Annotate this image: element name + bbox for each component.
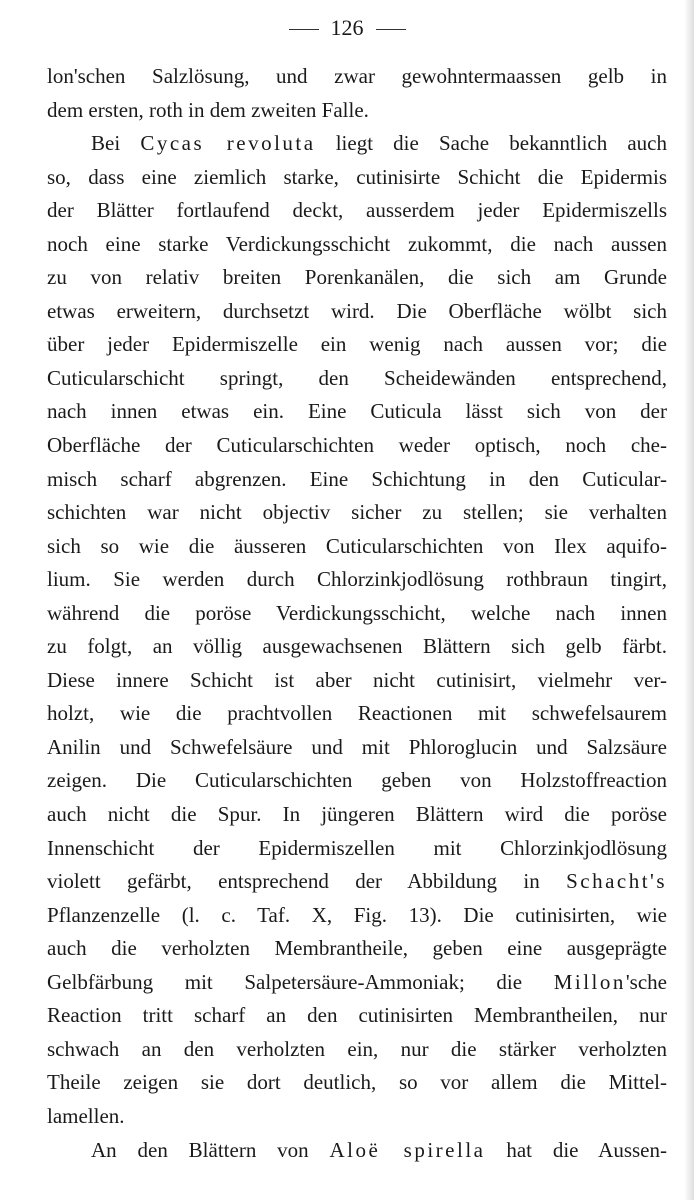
page-header xyxy=(0,14,694,42)
author-name: Millon xyxy=(553,969,626,994)
text-line: so, dass eine ziemlich starke, cutinisirte Schicht die Epidermis xyxy=(47,164,667,189)
text-line: während die poröse Verdickungsschicht, welche nach innen xyxy=(47,600,667,625)
text-line: Innenschicht der Epidermiszellen mit Chlorzinkjodlösung xyxy=(47,835,667,860)
author-name: Schacht's xyxy=(566,869,667,894)
text-line: nach innen etwas ein. Eine Cuticula lässt sich von der xyxy=(47,399,667,424)
page-edge-shadow xyxy=(684,0,694,1200)
text-line: lium. Sie werden durch Chlorzinkjodlösung rothbraun tingirt, xyxy=(47,567,667,592)
text-line: der Blätter fortlaufend deckt, ausserdem jeder Epidermiszells xyxy=(47,198,667,223)
text-line: Oberfläche der Cuticularschichten weder optisch, noch che- xyxy=(47,433,667,458)
text-line: zeigen. Die Cuticularschichten geben von Holzstoffreaction xyxy=(47,768,667,793)
species-name: Aloë spirella xyxy=(329,1137,486,1162)
text-line: Diese innere Schicht ist aber nicht cutinisirt, vielmehr ver- xyxy=(47,667,667,692)
text-line: An den Blättern von Aloë spirella hat die Aussen- xyxy=(91,1137,667,1162)
text-line: lon'schen Salzlösung, und zwar gewohntermaassen gelb in xyxy=(47,64,667,88)
text-line: Gelbfärbung mit Salpetersäure-Ammoniak; die Millon'sche xyxy=(47,969,667,994)
text-line: noch eine starke Verdickungsschicht zukommt, die nach aussen xyxy=(47,231,667,256)
text-line: violett gefärbt, entsprechend der Abbildung in Schacht's xyxy=(47,869,667,894)
text-line: Pflanzenzelle (l. c. Taf. X, Fig. 13). Die cutinisirten, wie xyxy=(47,902,667,927)
text-line: zu von relativ breiten Porenkanälen, die sich am Grunde xyxy=(47,265,667,290)
text-line: auch nicht die Spur. In jüngeren Blättern wird die poröse xyxy=(47,802,667,827)
text-line: über jeder Epidermiszelle ein wenig nach aussen vor; die xyxy=(47,332,667,357)
text-line: schichten war nicht objectiv sicher zu stellen; sie verhalten xyxy=(47,500,667,525)
header-dash-left xyxy=(289,29,319,30)
text-line: schwach an den verholzten ein, nur die stärker verholzten xyxy=(47,1036,667,1061)
text-line: Theile zeigen sie dort deutlich, so vor allem die Mittel- xyxy=(47,1070,667,1095)
body-text xyxy=(47,60,667,1167)
text-line: auch die verholzten Membrantheile, geben eine ausgeprägte xyxy=(47,936,667,961)
text-line: Bei Cycas revoluta liegt die Sache bekanntlich auch xyxy=(91,131,667,156)
text-line: Cuticularschicht springt, den Scheidewänden entsprechend, xyxy=(47,365,667,390)
text-line: holzt, wie die prachtvollen Reactionen mit schwefelsaurem xyxy=(47,701,667,726)
page-number: 126 xyxy=(330,15,364,40)
header-dash-right xyxy=(376,29,406,30)
text-line: Reaction tritt scharf an den cutinisirten Membrantheilen, nur xyxy=(47,1003,667,1028)
text-line: misch scharf abgrenzen. Eine Schichtung in den Cuticular- xyxy=(47,466,667,491)
text-line: Anilin und Schwefelsäure und mit Phloroglucin und Salzsäure xyxy=(47,734,667,759)
species-name: Cycas revoluta xyxy=(140,131,316,156)
text-line: sich so wie die äusseren Cuticularschichten von Ilex aquifo- xyxy=(47,533,667,558)
text-line: dem ersten, roth in dem zweiten Falle. xyxy=(47,97,369,122)
text-line: etwas erweitern, durchsetzt wird. Die Oberfläche wölbt sich xyxy=(47,298,667,323)
text-line: lamellen. xyxy=(47,1103,125,1128)
text-line: zu folgt, an völlig ausgewachsenen Blättern sich gelb färbt. xyxy=(47,634,667,659)
